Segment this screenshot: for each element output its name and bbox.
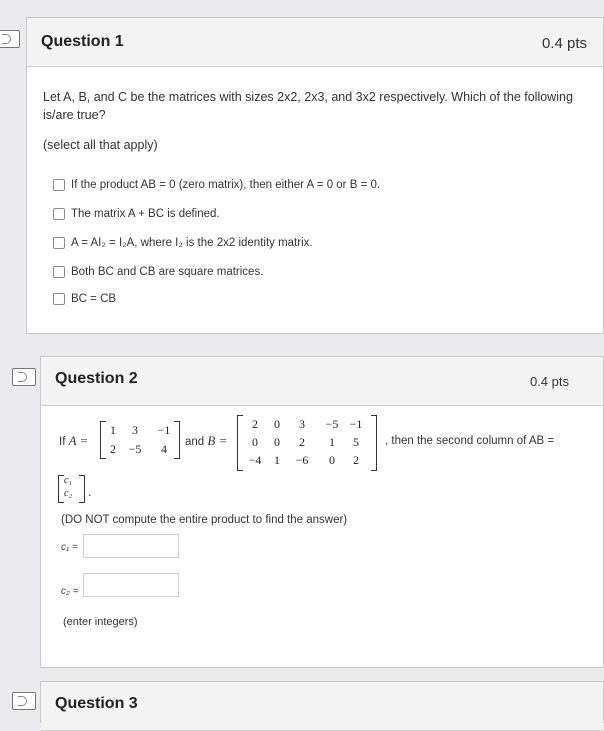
option-3-checkbox[interactable] xyxy=(53,237,65,249)
column-vector-right-bracket xyxy=(79,475,85,503)
c1-label: c₁ = xyxy=(61,542,78,553)
matrix-b-left-bracket xyxy=(237,415,243,471)
matrix-b-cell: 0 xyxy=(274,417,280,431)
matrix-b-cell: 3 xyxy=(299,417,305,431)
question-2-title: Question 2 xyxy=(55,370,138,387)
matrix-a-cell: 4 xyxy=(161,442,167,456)
option-2-checkbox[interactable] xyxy=(53,208,65,220)
matrix-b-right-bracket xyxy=(371,415,377,471)
matrix-b-cell: 0 xyxy=(274,435,280,449)
matrix-a-cell: 2 xyxy=(110,442,116,456)
c1-input[interactable] xyxy=(83,534,179,558)
c2-input[interactable] xyxy=(83,573,179,597)
matrix-a-cell: −1 xyxy=(157,423,171,437)
option-4-checkbox[interactable] xyxy=(53,266,65,278)
matrix-a-cell: 3 xyxy=(132,423,138,437)
matrix-tail-text: , then the second column of AB = xyxy=(385,435,555,447)
question-1-prompt-line2: is/are true? xyxy=(43,108,106,122)
matrix-a-cell: 1 xyxy=(110,423,116,437)
flag-question-3-icon[interactable] xyxy=(12,692,36,710)
option-1-checkbox[interactable] xyxy=(53,179,65,191)
question-1-card xyxy=(26,17,604,334)
option-5-label: BC = CB xyxy=(71,293,117,305)
question-1-title: Question 1 xyxy=(41,33,124,50)
and-label: and B = xyxy=(185,433,228,448)
option-3[interactable] xyxy=(53,237,313,249)
question-2-note: (DO NOT compute the entire product to find the answer) xyxy=(61,514,348,526)
matrix-b-cell: 5 xyxy=(353,435,359,449)
column-vector-cell: c₁ xyxy=(64,475,72,486)
vector-period: . xyxy=(88,485,92,499)
question-2-hint: (enter integers) xyxy=(63,616,138,628)
option-2-label: The matrix A + BC is defined. xyxy=(71,208,220,220)
matrix-b-cell: 1 xyxy=(274,453,280,467)
matrix-b-cell: −6 xyxy=(295,453,309,467)
matrix-b-cell: 2 xyxy=(353,453,359,467)
option-4-label: Both BC and CB are square matrices. xyxy=(71,266,264,278)
matrix-b-cell: 0 xyxy=(252,435,258,449)
matrix-b-cell: −4 xyxy=(248,453,262,467)
option-4[interactable] xyxy=(53,266,263,278)
matrix-b-cell: −1 xyxy=(349,417,363,431)
option-1[interactable] xyxy=(53,179,380,191)
question-1-points: 0.4 pts xyxy=(541,35,587,52)
option-5[interactable] xyxy=(53,293,116,305)
column-vector-cell: c₂ xyxy=(64,488,72,499)
option-1-label: If the product AB = 0 (zero matrix), then either A = 0 or B = 0. xyxy=(71,179,381,191)
if-label: If A = xyxy=(59,433,89,448)
matrix-b-cell: 2 xyxy=(252,417,258,431)
matrix-b-cell: 0 xyxy=(329,453,335,467)
question-2-card xyxy=(40,356,604,668)
option-3-label: A = AI₂ = I₂A, where I₂ is the 2x2 identity matrix. xyxy=(71,237,313,249)
matrix-b-cell: 2 xyxy=(299,435,305,449)
question-3-title: Question 3 xyxy=(55,695,138,712)
question-1-prompt-line1: Let A, B, and C be the matrices with sizes 2x2, 2x3, and 3x2 respectively. Which of the following xyxy=(43,90,573,104)
matrix-a-right-bracket xyxy=(174,421,180,459)
question-2-points: 0.4 pts xyxy=(529,374,569,389)
question-1-instruction: (select all that apply) xyxy=(43,138,158,152)
option-5-checkbox[interactable] xyxy=(53,293,65,305)
flag-question-1-icon[interactable] xyxy=(0,30,20,48)
matrix-a-cell: −5 xyxy=(128,442,142,456)
matrix-b-cell: −5 xyxy=(325,417,339,431)
flag-question-2-icon[interactable] xyxy=(12,368,36,386)
matrix-b-cell: 1 xyxy=(329,435,335,449)
question-3-card xyxy=(40,681,604,723)
c2-label: c₂ = xyxy=(61,586,79,597)
option-2[interactable] xyxy=(53,208,220,220)
